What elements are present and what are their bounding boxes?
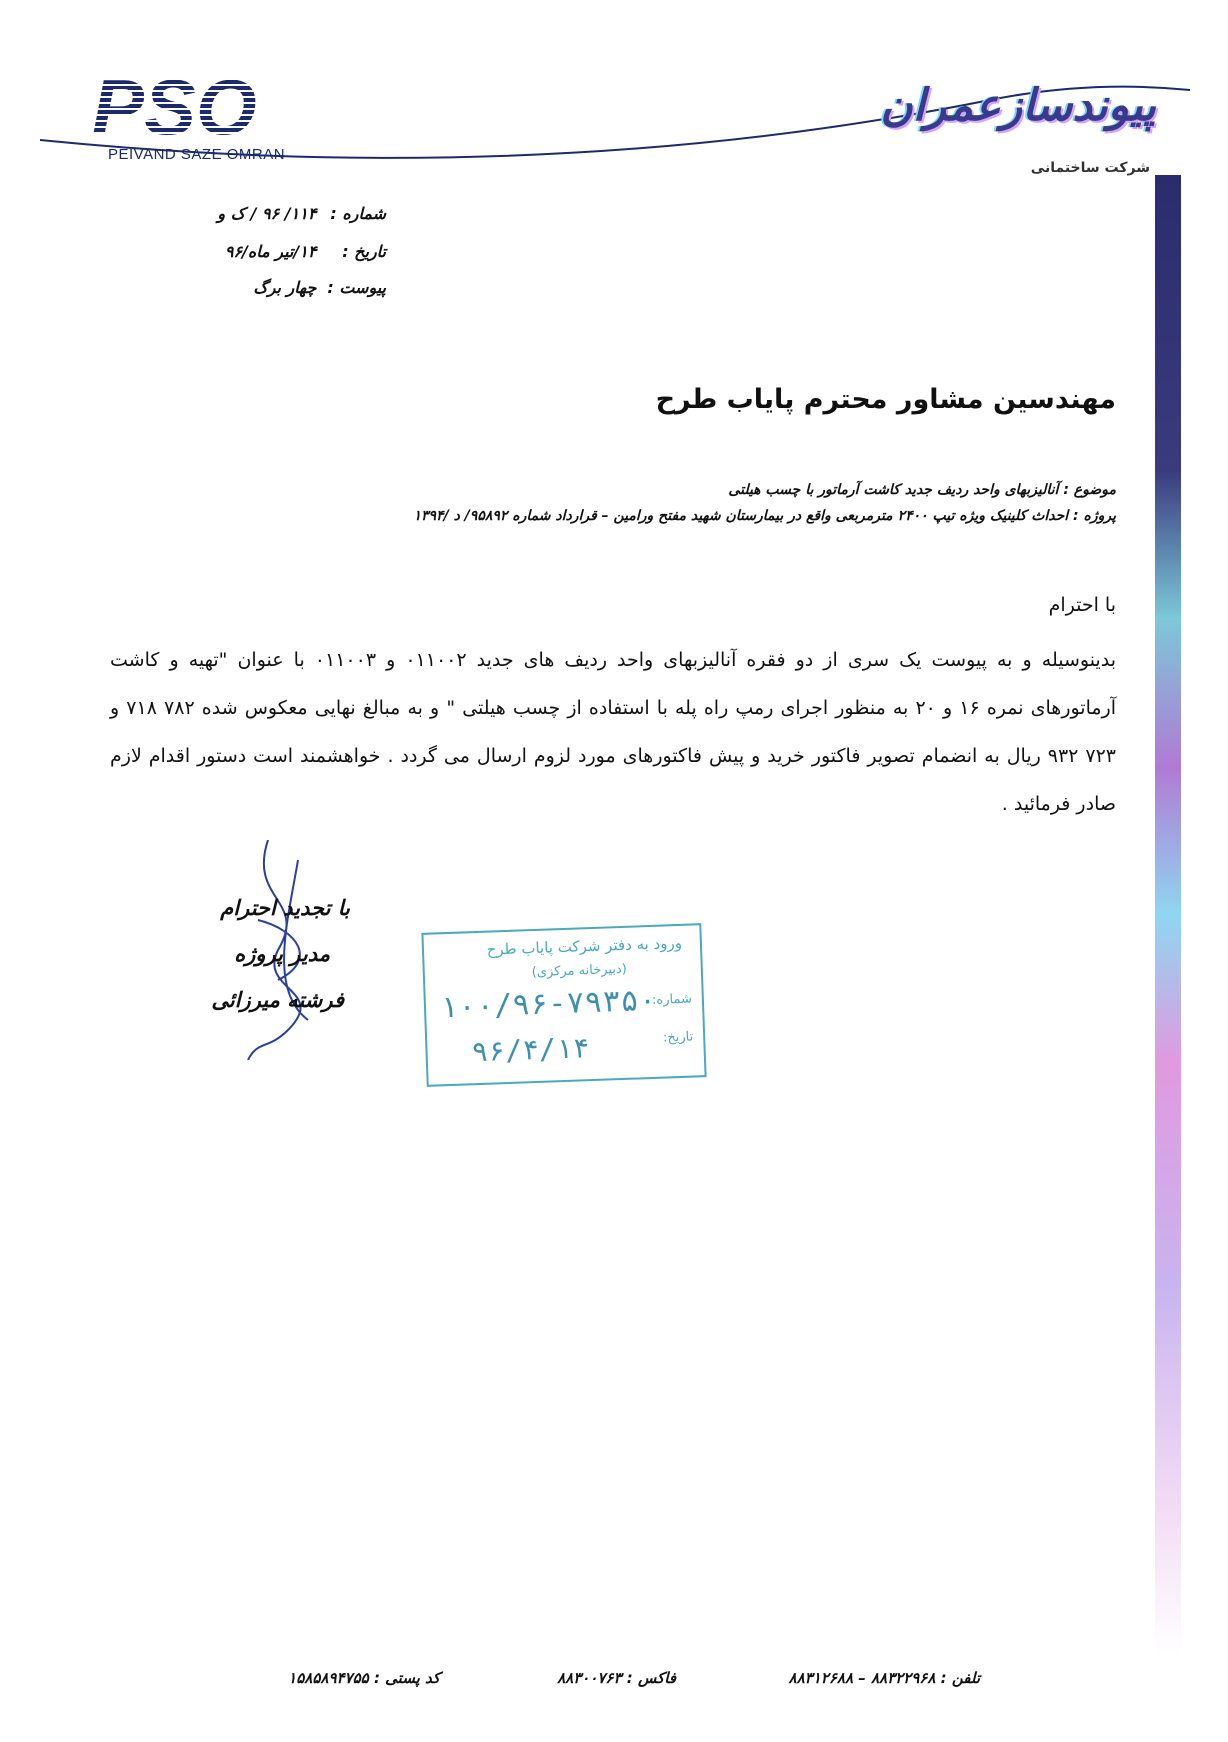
letter-number-value: ۱۱۴/ ۹۶ / ک و xyxy=(217,204,317,223)
stamp-number-label: شماره: xyxy=(651,991,693,1008)
letter-number xyxy=(217,204,386,223)
pso-logo-text: PSO xyxy=(92,68,257,148)
letter-attachment-value: چهار برگ xyxy=(253,278,317,297)
greeting: با احترام xyxy=(1048,594,1116,616)
letter-date-label: تاریخ : xyxy=(342,242,386,261)
footer-fax: فاکس : ۸۸۳۰۰۷۶۳ xyxy=(557,1669,676,1687)
brand-name: پیوندسازعمران xyxy=(880,80,1156,131)
stamp-date-value: ۹۶/۴/۱۴ xyxy=(470,1031,591,1069)
letter-attachment xyxy=(253,278,386,297)
stamp-subtitle: (دبیرخانه مرکزی) xyxy=(531,961,628,981)
brand-subtitle: شرکت ساختمانی xyxy=(1030,160,1150,176)
signature-name: فرشته میرزائی xyxy=(211,988,344,1012)
letter-attachment-label: پیوست : xyxy=(327,278,386,297)
letter-number-label: شماره : xyxy=(330,204,386,223)
footer-phone: تلفن : ۸۸۳۲۲۹۶۸ – ۸۸۳۱۲۶۸۸ xyxy=(788,1669,980,1687)
subject-line: موضوع : آنالیزبهای واحد ردیف جدید کاشت آرماتور با چسب هیلتی xyxy=(728,482,1116,498)
stamp-number-value: ۱۰۰/۹۶-۷۹۳۵۰ xyxy=(439,982,658,1026)
receipt-stamp xyxy=(421,923,706,1087)
pso-logo xyxy=(92,68,292,148)
project-line: پروژه : احداث کلینیک ویژه تیپ ۲۴۰۰ مترمربعی واقع در بیمارستان شهید مفتح ورامین – قرارداد شماره ۹۵۸۹۲/ د /۱۳۹۴ xyxy=(413,508,1116,524)
letter-date-value: ۱۴/تیر ماه/۹۶ xyxy=(224,242,317,261)
letter-date xyxy=(225,242,386,261)
signature-title: مدیر پروژه xyxy=(234,942,330,966)
body-paragraph: بدینوسیله و به پیوست یک سری از دو فقره آنالیزبهای واحد ردیف های جدید ۰۱۱۰۰۲ و ۰۱۱۰۰۳ با عنوان "تهیه و کاشت آرماتورهای نمره ۱۶ و ۲۰ به منظور اجرای رمپ راه پله با استفاده از چسب هیلتی " و به مبالغ نهایی معکوس شده ۷۸۲ ۷۱۸ و ۷۲۳ ۹۳۲ ریال به انضمام تصویر فاکتور خرید و پیش فاکتورهای مورد لزوم ارسال می گردد . خواهشمند است دستور اقدام لازم صادر فرمائید . xyxy=(110,649,1117,815)
addressee-title: مهندسین مشاور محترم پایاب طرح xyxy=(655,384,1116,415)
logo-caption: PEIVAND SAZE OMRAN xyxy=(108,146,286,163)
stamp-date-label: تاریخ: xyxy=(662,1029,694,1046)
footer-postal-code: کد پستی : ۱۵۸۵۸۹۴۷۵۵ xyxy=(288,1669,440,1687)
stamp-title: ورود به دفتر شرکت پایاب طرح xyxy=(486,933,683,959)
side-color-strip xyxy=(1155,175,1181,1655)
signature-closing: با تجدید احترام xyxy=(220,896,350,920)
